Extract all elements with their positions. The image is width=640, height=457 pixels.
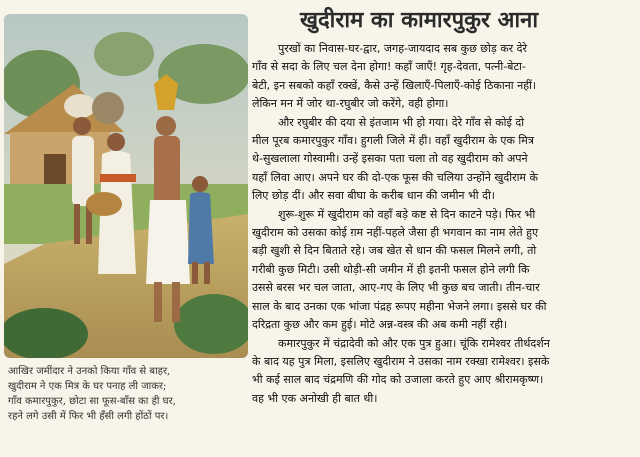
text-line: गाँव से सदा के लिए चल देना होगा! कहाँ जाएँ! गृह-देवता, पत्नी-बेटा- (252, 60, 526, 74)
text-line: थे-सुखलाला गोस्वामी। उन्हें इसका पता चला तो वह खुदीराम को अपने (252, 152, 528, 166)
illustration-caption (8, 364, 244, 424)
text-line: बड़ी खुशी से दिन बिताते रहे। जब खेत से धान की फसल मिलने लगी, तो (252, 244, 537, 258)
text-line: बेटी, इन सबको कहाँ रक्खें, कैसे उन्हें खिलाएँ-पिलाएँ-कोई ठिकाना नहीं। (252, 78, 537, 92)
text-line: के बाद यह पुत्र मिला, इसलिए खुदीराम ने उसका नाम रक्खा रामेश्वर। इसके (252, 354, 550, 368)
text-line: गरीबी कुछ मिटी। उसी थोड़ी-सी जमीन में ही इतनी फसल होने लगी कि (252, 262, 530, 276)
text-line: दरिद्रता कुछ और कम हुई। मोटे अन्न-वस्त्र की अब कमी नहीं रही। (252, 318, 508, 332)
text-line: कमारपुकुर में चंद्रादेवी को और एक पुत्र हुआ। चूंकि रामेश्वर तीर्थदर्शन (278, 336, 550, 350)
text-line: भी कई साल बाद चंद्रमणि की गोद को उजाला करते हुए आए श्रीरामकृष्ण। (252, 373, 544, 387)
paragraph (252, 206, 636, 335)
text-line: यहाँ लिवा आए। अपने घर की दो-एक फूस की चलिया उन्होंने खुदीराम के (252, 170, 538, 184)
text-line: लेकिन मन में जोर था-रघुबीर जो करेंगे, वही होगा। (252, 97, 449, 111)
text-line: वह भी एक अनोखी ही बात थी। (252, 391, 378, 405)
text-line: शुरू-शुरू में खुदीराम को वहाँ बड़े कष्ट से दिन काटने पड़े। फिर भी (278, 207, 536, 221)
text-line: लिए छोड़ दीं। और सवा बीघा के करीब धान की जमीन भी दी। (252, 189, 495, 203)
page-title: खुदीराम का कामारपुकुर आना (300, 8, 539, 33)
illustration-image (4, 14, 248, 358)
story-illustration (4, 14, 248, 358)
text-line: साल के बाद उनका एक भांजा पंद्रह रूपए महीना भेजने लगा। इससे घर की (252, 299, 547, 313)
caption-line: आखिर जमींदार ने उनको किया गाँव से बाहर, (8, 366, 171, 377)
caption-line: रहने लगे उसी में फिर भी हँसी लगी होंठों पर। (8, 411, 169, 422)
text-line: खुदीराम को उसका कोई ग़म नहीं-पहले जैसा ही भगवान का नाम लेते हुए (252, 226, 539, 240)
text-line: मील पूरब कमारपुकुर गाँव। हुगली जिले में ही। वहाँ खुदीराम के एक मित्र (252, 134, 534, 148)
paragraph (252, 114, 636, 206)
paragraph (252, 335, 636, 409)
paragraph (252, 40, 636, 114)
caption-line: खुदीराम ने एक मित्र के घर पनाह ली जाकर; (8, 381, 167, 392)
text-line: और रघुबीर की दया से इंतजाम भी हो गया। देरे गाँव से कोई दो (278, 115, 525, 129)
caption-line: गाँव कमारपुकुर, छोटा सा फूस-बाँस का ही घर, (8, 396, 176, 407)
story-text (252, 40, 636, 408)
text-line: उससे बरस भर चल जाता, आए-गए के लिए भी कुछ बच जाती। तीन-चार (252, 281, 540, 295)
text-line: पुरखों का निवास-घर-द्वार, जगह-जायदाद सब कुछ छोड़ कर देरे (278, 42, 528, 55)
